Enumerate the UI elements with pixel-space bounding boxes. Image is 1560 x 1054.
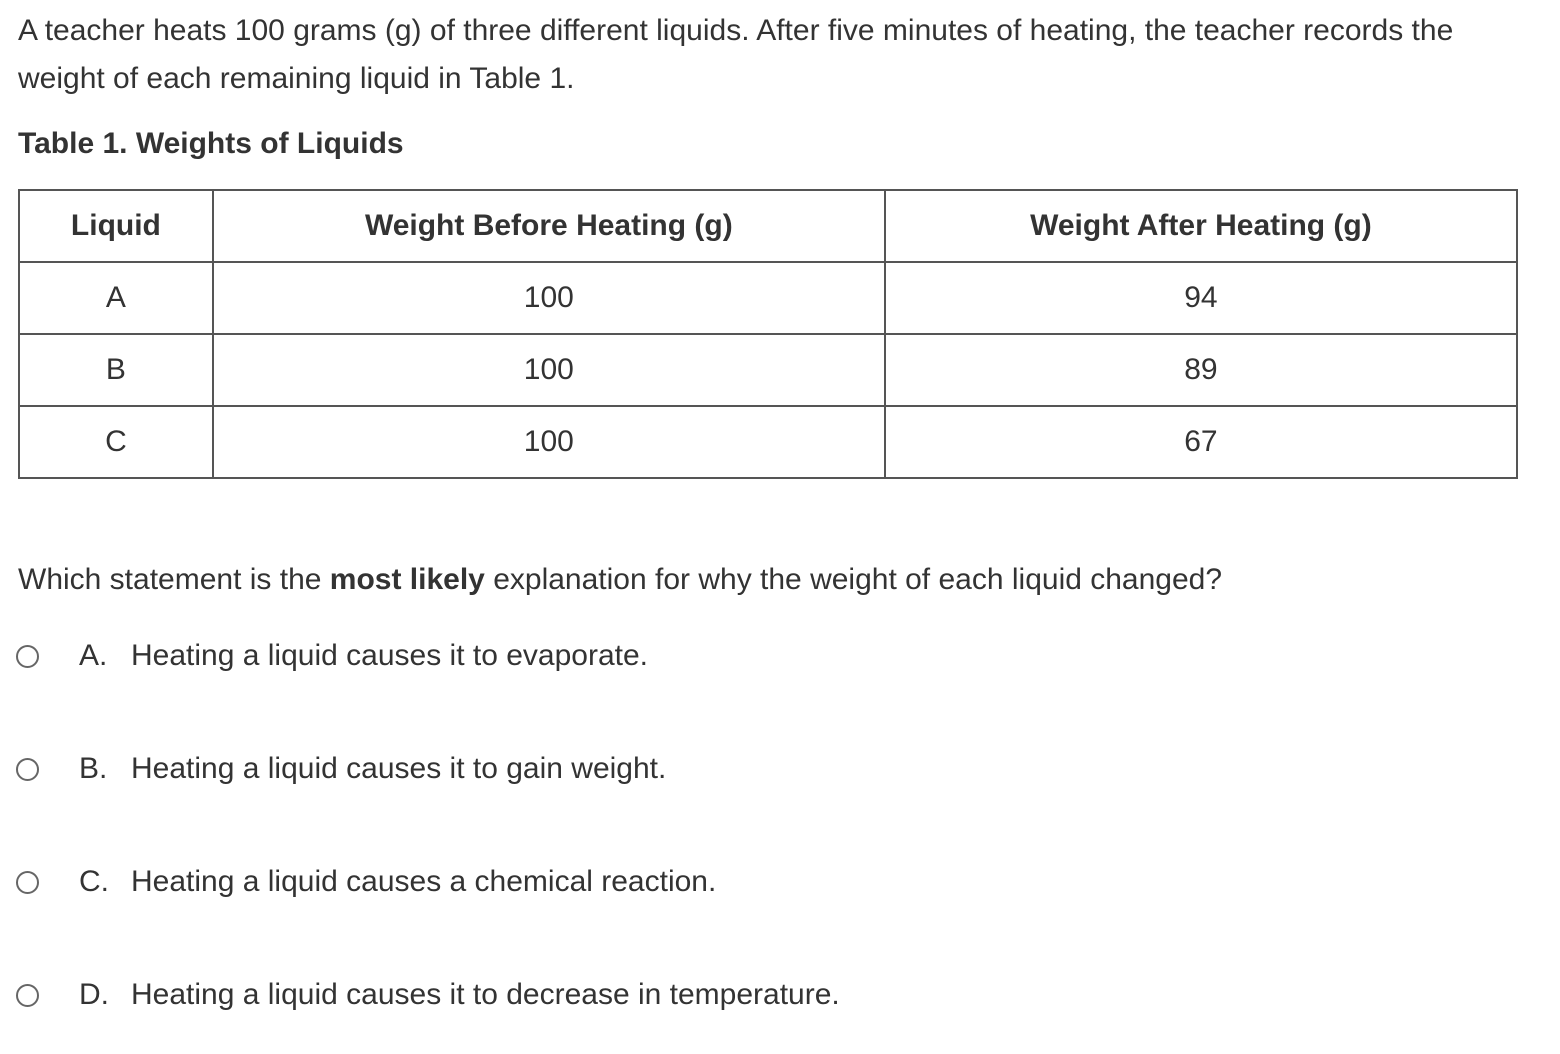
table-cell: B	[19, 334, 213, 406]
radio-button-a[interactable]	[16, 645, 39, 668]
question-prompt	[18, 560, 1222, 600]
option-letter: C.	[79, 865, 109, 898]
answer-option-d[interactable]	[16, 975, 840, 1015]
table-cell: C	[19, 406, 213, 478]
table-cell: 100	[213, 406, 885, 478]
table-row	[19, 334, 1517, 406]
option-letter: A.	[79, 639, 108, 672]
option-text: Heating a liquid causes it to gain weight.	[131, 752, 667, 785]
option-text: Heating a liquid causes it to evaporate.	[131, 639, 648, 672]
weights-table	[18, 189, 1518, 479]
option-text: Heating a liquid causes a chemical reaction.	[131, 865, 717, 898]
column-header: Weight After Heating (g)	[885, 190, 1517, 262]
column-header: Liquid	[19, 190, 213, 262]
table-row	[19, 262, 1517, 334]
column-header: Weight Before Heating (g)	[213, 190, 885, 262]
table-row	[19, 406, 1517, 478]
question-emphasis: most likely	[329, 563, 485, 596]
option-letter: D.	[79, 978, 109, 1011]
table-title: Table 1. Weights of Liquids	[18, 127, 404, 160]
table-cell: 67	[885, 406, 1517, 478]
answer-option-a[interactable]	[16, 636, 648, 676]
option-text: Heating a liquid causes it to decrease in temperature.	[131, 978, 840, 1011]
question-suffix: explanation for why the weight of each liquid changed?	[484, 563, 1223, 596]
table-cell: 100	[213, 334, 885, 406]
radio-button-b[interactable]	[16, 758, 39, 781]
answer-option-c[interactable]	[16, 862, 716, 902]
answer-option-b[interactable]	[16, 749, 666, 789]
table-cell: 94	[885, 262, 1517, 334]
radio-button-d[interactable]	[16, 984, 39, 1007]
table-cell: 89	[885, 334, 1517, 406]
question-prefix: Which statement is the	[18, 563, 330, 596]
table-header-row	[19, 190, 1517, 262]
table-cell: 100	[213, 262, 885, 334]
table-cell: A	[19, 262, 213, 334]
radio-button-c[interactable]	[16, 871, 39, 894]
question-stimulus: A teacher heats 100 grams (g) of three different liquids. After five minutes of heating, the teacher records the weight of each remaining liquid in Table 1.	[18, 14, 1454, 95]
option-letter: B.	[79, 752, 108, 785]
